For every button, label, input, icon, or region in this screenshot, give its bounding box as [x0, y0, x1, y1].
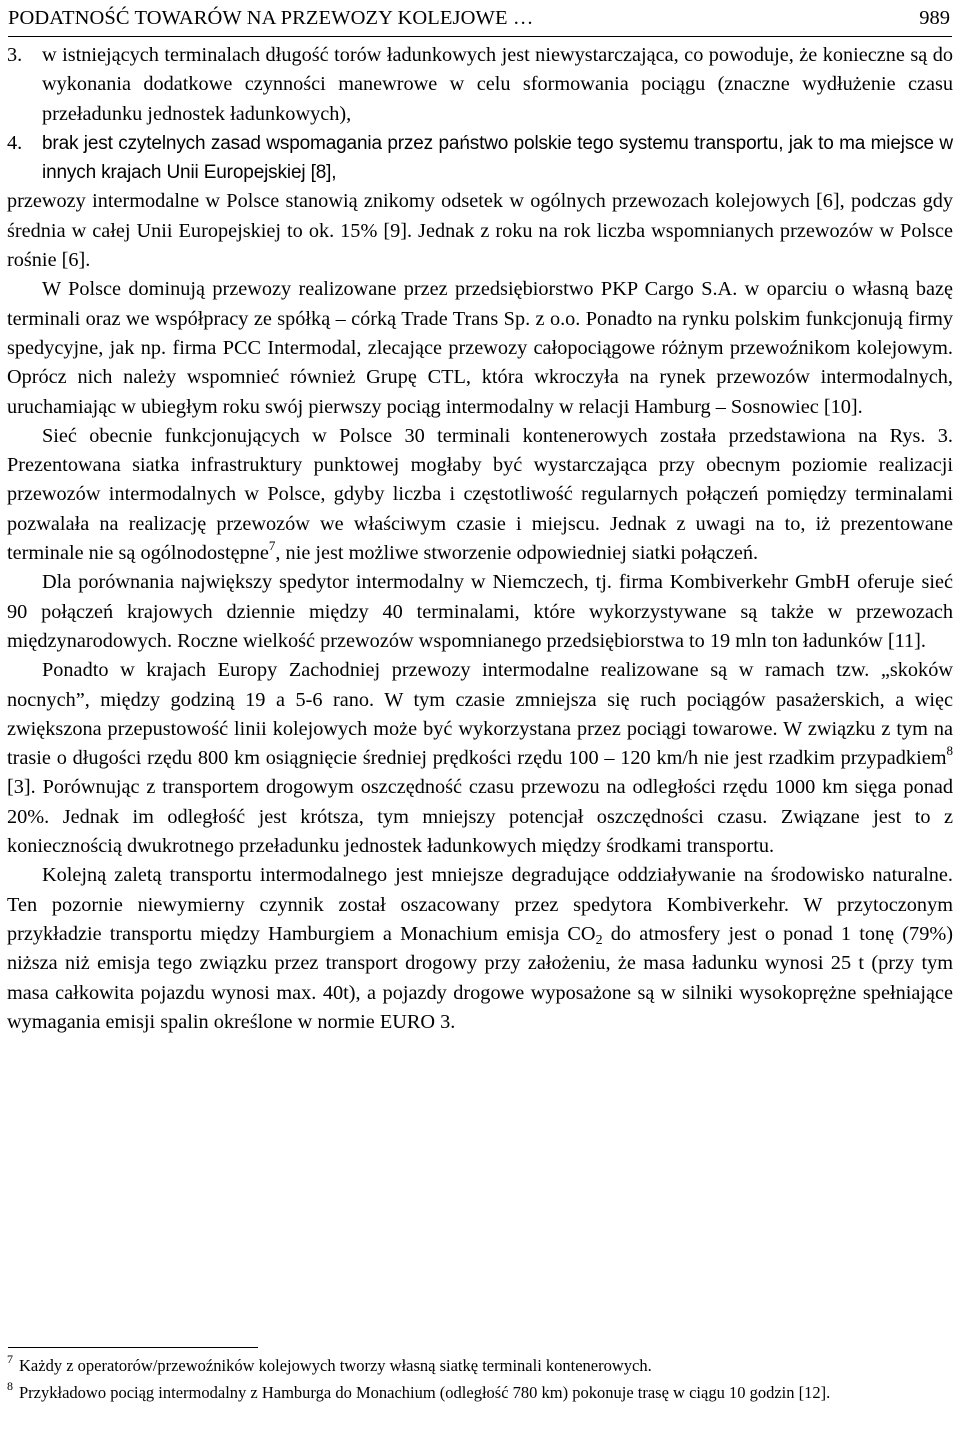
- list-item-number: 4.: [7, 131, 23, 154]
- footnote: [7, 1354, 953, 1378]
- footnote-mark: 7: [7, 1352, 13, 1366]
- paragraph: [7, 422, 953, 568]
- footnote-text: Przykładowo pociąg intermodalny z Hamburga do Monachium (odległość 780 km) pokonuje trasę w ciągu 10 godzin [12].: [19, 1383, 831, 1402]
- list-item-number: 3.: [7, 44, 23, 66]
- paragraph-text: do atmosfery jest o ponad 1 tonę (79%) niższa niż emisja tego związku przez transport drogowy przy założeniu, że masa ładunku wynosi 25 t (przy tym masa całkowita pojazdu wynosi max. 40t), a pojazdy drogowe wyposażone są w silniki wysokoprężne spełniające wymagania emisji spalin określone w normie EURO 3.: [7, 922, 953, 1033]
- paragraph-text: [3]. Porównując z transportem drogowym oszczędność czasu przewozu na odległości rzędu 1000 km sięga ponad 20%. Jednak im odległość jest krótsza, tym mniejszy potencjał oszczędności czasu. Związane jest to z koniecznością dwukrotnego przeładunku jednostek ładunkowych między środkami transportu.: [7, 776, 953, 858]
- footnotes: [7, 1354, 953, 1408]
- paragraph-text: Sieć obecnie funkcjonujących w Polsce 30 terminali kontenerowych została przedstawiona na Rys. 3. Prezentowana siatka infrastruktury punktowej mogłaby być wystarczająca przy obecnym poziomie realizacji przewozów intermodalnych w Polsce, gdyby liczba i częstotliwość regularnych połączeń pomiędzy terminalami pozwalała na realizację przewozów we właściwym czasie i miejscu. Jednak z uwagi na to, iż prezentowane terminale nie są ogólnodostępne: [7, 424, 953, 565]
- running-title: PODATNOŚĆ TOWARÓW NA PRZEWOZY KOLEJOWE …: [8, 7, 534, 29]
- paragraph: przewozy intermodalne w Polsce stanowią znikomy odsetek w ogólnych przewozach kolejowych [6], podczas gdy średnia w całej Unii Europejskiej to ok. 15% [9]. Jednak z roku na rok liczba wspomnianych przewozów w Polsce rośnie [6].: [7, 190, 953, 272]
- list-item-4: [7, 129, 953, 188]
- footnote-reference: 7: [268, 538, 276, 554]
- footnote-text: Każdy z operatorów/przewoźników kolejowych tworzy własną siatkę terminali kontenerowych.: [19, 1356, 652, 1375]
- footnote: [7, 1381, 953, 1405]
- paragraph: W Polsce dominują przewozy realizowane przez przedsiębiorstwo PKP Cargo S.A. w oparciu o własną bazę terminali oraz we współpracy ze spółką – córką Trade Trans Sp. z o.o. Ponadto na rynku polskim funkcjonują firmy spedycyjne, jak np. firma PCC Intermodal, zlecające przewozy całopociągowe różnym przewoźnikom kolejowym. Oprócz nich należy wspomnieć również Grupę CTL, która wkroczyła na rynek przewozów intermodalnych, uruchamiając w ubiegłym roku swój pierwszy pociąg intermodalny w relacji Hamburg – Sosnowiec [10].: [7, 278, 953, 418]
- body-text: [7, 41, 953, 1037]
- paragraph: Dla porównania największy spedytor intermodalny w Niemczech, tj. firma Kombiverkehr GmbH oferuje sieć 90 połączeń krajowych dziennie między 40 terminalami, które wykorzystywane są także w przewozach międzynarodowych. Roczne wielkość przewozów wspomnianego przedsiębiorstwa to 19 mln ton ładunków [11].: [7, 571, 953, 652]
- paragraph: [7, 656, 953, 861]
- paragraph-text: Ponadto w krajach Europy Zachodniej przewozy intermodalne realizowane są w ramach tzw. „skoków nocnych”, między godziną 19 a 5-6 rano. W tym czasie zmniejsza się ruch pociągów pasażerskich, a więc zwiększona przepustowość linii kolejowych może być wykorzystana przez pociągi towarowe. W związku z tym na trasie o długości rzędu 800 km osiągnięcie średniej prędkości rzędu 100 – 120 km/h nie jest rzadkim przypadkiem: [7, 659, 953, 770]
- list-item-text: brak jest czytelnych zasad wspomagania przez państwo polskie tego systemu transportu, jak to ma miejsce w innych krajach Unii Europejskiej [8],: [42, 132, 953, 184]
- paragraph: [7, 861, 953, 1037]
- page-number: 989: [919, 7, 950, 29]
- list-item-3: [7, 41, 953, 129]
- paragraph-text: , nie jest możliwe stworzenie odpowiedniej siatki połączeń.: [275, 542, 759, 565]
- list-item-text: w istniejących terminalach długość torów ładunkowych jest niewystarczająca, co powoduje, że konieczne są do wykonania dodatkowe czynności manewrowe w celu sformowania pociągu (znaczne wydłużenie czasu przeładunku jednostek ładunkowych),: [42, 44, 953, 125]
- chemical-subscript: 2: [595, 932, 603, 948]
- running-header: [8, 2, 952, 37]
- paragraph-text: Kolejną zaletą transportu intermodalnego jest mniejsze degradujące oddziaływanie na środowisko naturalne. Ten pozornie niewymierny czynnik został oszacowany przez spedytora Kombiverkehr. W przytoczonym przykładzie transportu między Hamburgiem a Monachium emisja CO: [7, 864, 953, 945]
- footnote-separator: [8, 1347, 258, 1348]
- footnote-reference: 8: [946, 743, 953, 759]
- footnote-mark: 8: [7, 1379, 13, 1393]
